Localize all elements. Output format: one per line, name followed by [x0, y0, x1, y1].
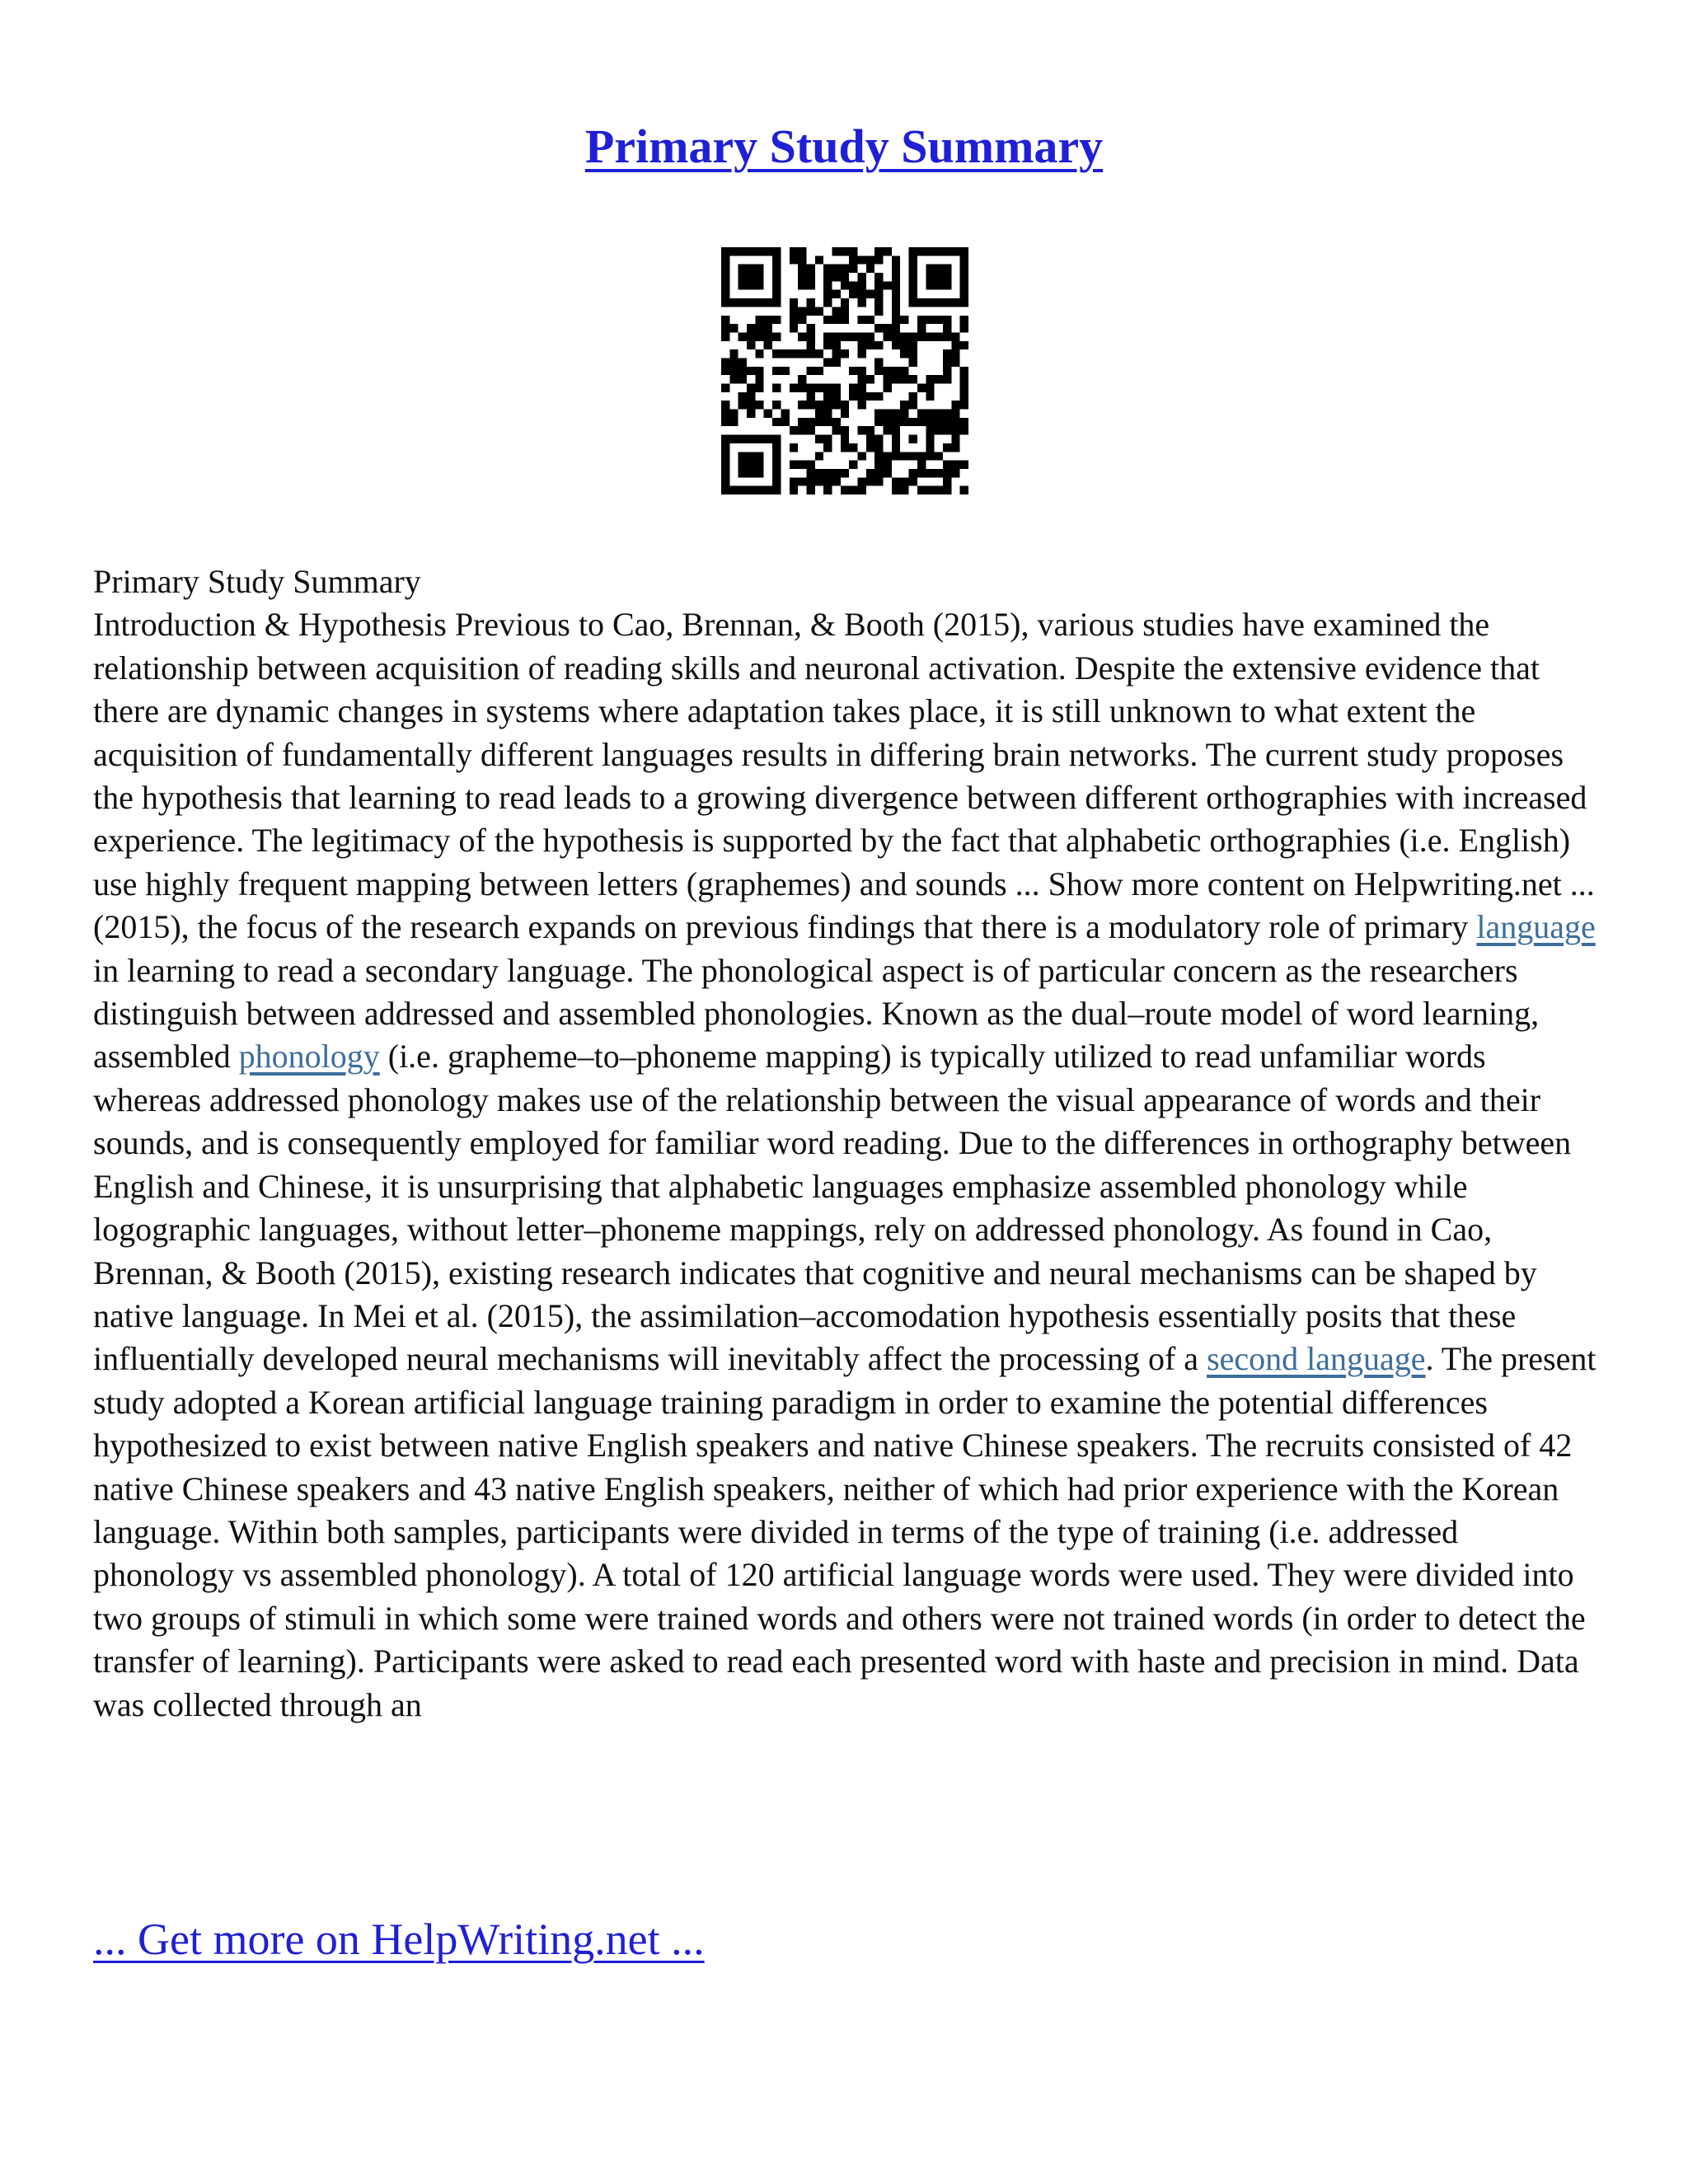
body-text-segment: Introduction & Hypothesis Previous to Cao, Brennan, & Booth (2015), various studies have examined the relationship between acquisition of reading skills and neuronal activation. Despite the extensive evidence that there are dynamic changes in systems where adaptation takes place, it is still unknown to what extent the acquisition of fundamentally different languages results in differing brain networks. The current study proposes the hypothesis that learning to read leads to a growing divergence between different orthographies with increased experience. The legitimacy of the hypothesis is supported by the fact that alphabetic orthographies (i.e. English) use highly frequent mapping between letters (graphemes) and sounds ... Show more content on Helpwriting.net ... (2015), the focus of the research expands on previous findings that there is a modulatory role of primary [93, 606, 1595, 946]
body-text-segment: in learning to read a secondary language. The phonological aspect is of particular concern as the researchers distinguish between addressed and assembled phonologies. Known as the dual–route model of word learning, assembled [93, 951, 1540, 1076]
get-more-link[interactable]: ... Get more on HelpWriting.net ... [93, 1915, 705, 1964]
link-second-language[interactable]: second language [1207, 1340, 1426, 1378]
article-body [93, 560, 1601, 1727]
body-heading: Primary Study Summary [93, 563, 421, 600]
body-text-segment: . The present study adopted a Korean artificial language training paradigm in order to examine the potential differences hypothesized to exist between native English speakers and native Chinese speakers. The recruits consisted of 42 native Chinese speakers and 43 native English speakers, neither of which had prior experience with the Korean language. Within both samples, participants were divided in terms of the type of training (i.e. addressed phonology vs assembled phonology). A total of 120 artificial language words were used. They were divided into two groups of stimuli in which some were trained words and others were not trained words (in order to detect the transfer of learning). Participants were asked to read each presented word with haste and precision in mind. Data was collected through an [93, 1340, 1597, 1723]
get-more-link-container [93, 1910, 705, 1968]
body-paragraph [93, 603, 1601, 1727]
page-title [0, 114, 1688, 180]
title-link[interactable]: Primary Study Summary [584, 120, 1104, 173]
link-language[interactable]: language [1476, 908, 1596, 946]
qr-code [721, 247, 968, 494]
qr-code-icon [721, 247, 968, 494]
body-text-segment: (i.e. grapheme–to–phoneme mapping) is typically utilized to read unfamiliar words whereas addressed phonology makes use of the relationship between the visual appearance of words and their sounds, and is consequently employed for familiar word reading. Due to the differences in orthography between English and Chinese, it is unsurprising that alphabetic languages emphasize assembled phonology while logographic languages, without letter–phoneme mappings, rely on addressed phonology. As found in Cao, Brennan, & Booth (2015), existing research indicates that cognitive and neural mechanisms can be shaped by native language. In Mei et al. (2015), the assimilation–accomodation hypothesis essentially posits that these influentially developed neural mechanisms will inevitably affect the processing of a [93, 1038, 1572, 1378]
link-phonology[interactable]: phonology [238, 1038, 380, 1076]
